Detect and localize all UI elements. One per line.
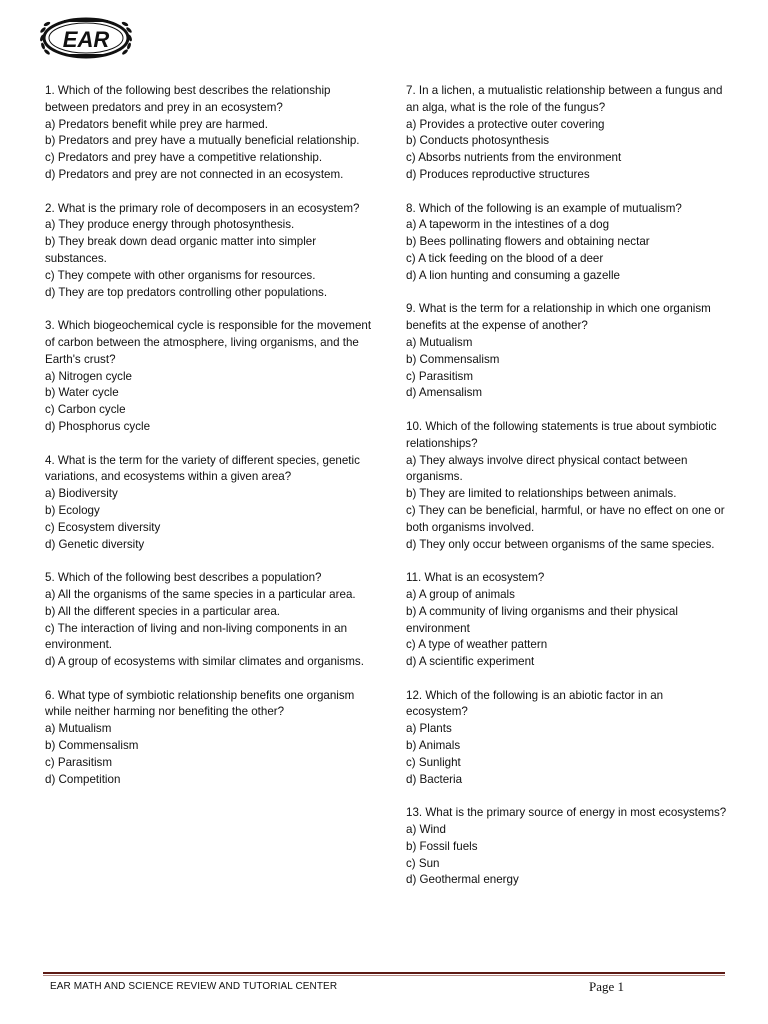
option-c: c) Sun [406,856,440,870]
option-c: c) The interaction of living and non-living components in an environment. [45,621,348,652]
footer-rule-thin [43,975,725,976]
option-b: b) They are limited to relationships between animals. [406,487,677,501]
option-b: b) Predators and prey have a mutually beneficial relationship. [45,134,360,148]
option-a: a) Provides a protective outer covering [406,117,605,131]
option-b: b) Commensalism [45,739,139,753]
option-b: b) Conducts photosynthesis [406,134,550,148]
question-text: 2. What is the primary role of decomposers in an ecosystem? [45,201,360,215]
option-c: c) A tick feeding on the blood of a deer [406,251,604,265]
option-b: b) Animals [406,739,461,753]
option-a: a) Plants [406,722,452,736]
option-d: d) Amensalism [406,386,483,400]
question-12 [406,688,728,789]
question-3 [45,318,375,436]
option-b: b) A community of living organisms and their physical environment [406,604,678,635]
option-a: a) They produce energy through photosynthesis. [45,218,295,232]
option-d: d) A group of ecosystems with similar climates and organisms. [45,655,364,669]
question-9 [406,301,728,402]
question-text: 12. Which of the following is an abiotic factor in an ecosystem? [406,688,664,719]
footer-rule [43,972,725,974]
question-7 [406,83,728,184]
option-a: a) Nitrogen cycle [45,369,132,383]
question-11 [406,570,728,671]
logo [34,14,138,62]
question-8 [406,201,728,285]
footer-center-name: EAR MATH AND SCIENCE REVIEW AND TUTORIAL CENTER [50,981,338,992]
option-d: d) Geothermal energy [406,873,519,887]
question-text: 3. Which biogeochemical cycle is responsible for the movement of carbon between the atmosphere, living organisms, and the Earth's crust? [45,319,372,366]
question-text: 6. What type of symbiotic relationship benefits one organism while neither harming nor benefiting the other? [45,688,355,719]
option-d: d) Genetic diversity [45,537,145,551]
option-c: c) Carbon cycle [45,403,126,417]
option-a: a) Predators benefit while prey are harmed. [45,117,268,131]
option-a: a) Wind [406,823,446,837]
option-d: d) A scientific experiment [406,655,535,669]
option-b: b) Water cycle [45,386,119,400]
option-a: a) They always involve direct physical contact between organisms. [406,453,688,484]
option-d: d) A lion hunting and consuming a gazelle [406,268,620,282]
logo-text: EAR [62,27,110,52]
option-b: b) Ecology [45,503,100,517]
option-d: d) Produces reproductive structures [406,167,590,181]
option-c: c) Ecosystem diversity [45,520,161,534]
option-c: c) Parasitism [406,369,473,383]
question-text: 5. Which of the following best describes a population? [45,571,322,585]
question-text: 1. Which of the following best describes the relationship between predators and prey in an ecosystem? [45,84,331,114]
option-b: b) Fossil fuels [406,839,478,853]
option-b: b) They break down dead organic matter into simpler substances. [45,235,317,265]
option-b: b) All the different species in a particular area. [45,604,281,618]
option-d: d) Predators and prey are not connected in an ecosystem. [45,167,344,181]
question-2 [45,201,375,302]
option-c: c) Parasitism [45,755,112,769]
option-d: d) Competition [45,772,121,786]
right-column [406,83,728,906]
option-d: d) Phosphorus cycle [45,419,151,433]
option-a: a) A tapeworm in the intestines of a dog [406,218,610,232]
question-text: 7. In a lichen, a mutualistic relationship between a fungus and an alga, what is the role of the fungus? [406,84,723,114]
option-d: d) They are top predators controlling other populations. [45,285,328,299]
question-text: 8. Which of the following is an example of mutualism? [406,201,682,215]
option-a: a) Biodiversity [45,487,118,501]
question-text: 4. What is the term for the variety of different species, genetic variations, and ecosystems within a given area? [45,453,360,484]
option-c: c) Absorbs nutrients from the environment [406,151,622,165]
question-4 [45,453,375,554]
option-c: c) Sunlight [406,755,461,769]
question-text: 9. What is the term for a relationship in which one organism benefits at the expense of another? [406,302,711,333]
page-number: Page 1 [589,979,625,994]
question-text: 10. Which of the following statements is true about symbiotic relationships? [406,419,717,450]
option-d: d) Bacteria [406,772,463,786]
option-c: c) They compete with other organisms for resources. [45,268,316,282]
question-5 [45,570,375,671]
option-a: a) A group of animals [406,587,515,601]
option-c: c) Predators and prey have a competitive relationship. [45,151,323,165]
option-a: a) All the organisms of the same species in a particular area. [45,587,356,601]
option-c: c) A type of weather pattern [406,638,548,652]
option-b: b) Commensalism [406,352,500,366]
option-a: a) Mutualism [45,722,112,736]
question-1 [45,83,375,184]
question-text: 13. What is the primary source of energy in most ecosystems? [406,806,727,820]
question-text: 11. What is an ecosystem? [406,571,545,585]
question-6 [45,688,375,789]
option-c: c) They can be beneficial, harmful, or have no effect on one or both organisms involved. [406,503,725,534]
option-d: d) They only occur between organisms of the same species. [406,537,715,551]
left-column [45,83,375,805]
option-a: a) Mutualism [406,335,473,349]
option-b: b) Bees pollinating flowers and obtaining nectar [406,235,650,249]
question-13 [406,805,728,889]
question-10 [406,419,728,553]
